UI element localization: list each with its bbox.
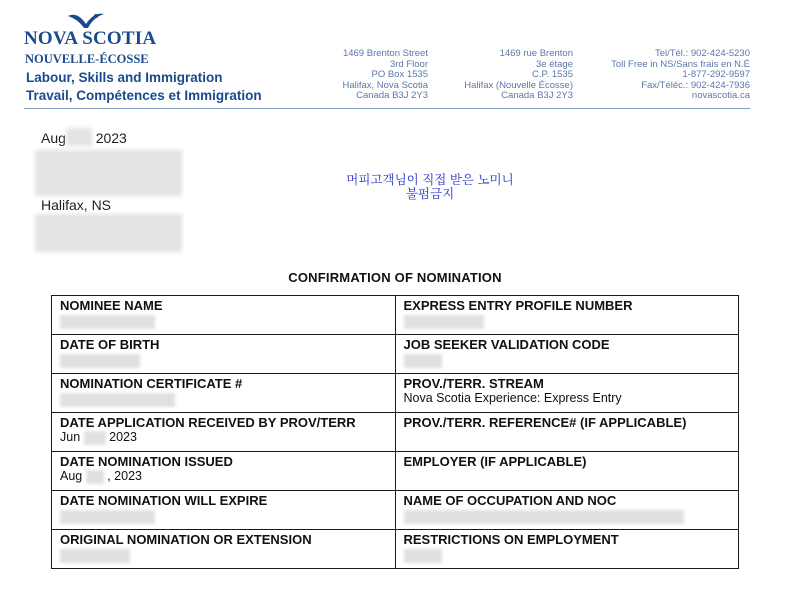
redaction xyxy=(66,128,92,146)
date-of-birth-cell: DATE OF BIRTH xyxy=(52,335,396,374)
date-nomination-issued-cell: DATE NOMINATION ISSUED Aug , 2023 xyxy=(52,452,396,491)
express-entry-profile-cell: EXPRESS ENTRY PROFILE NUMBER xyxy=(395,296,739,335)
contact-info: Tel/Tél.: 902-424-5230 Toll Free in NS/Sans frais en N.É 1-877-292-9597 Fax/Téléc.: 902-424-7936 novascotia.ca xyxy=(611,48,750,101)
letter-date: Aug 2023 xyxy=(41,130,127,146)
redaction xyxy=(404,549,442,563)
redaction xyxy=(404,510,684,524)
redaction xyxy=(35,150,182,196)
redaction xyxy=(60,315,155,329)
redaction xyxy=(60,354,140,368)
occupation-noc-cell: NAME OF OCCUPATION AND NOC xyxy=(395,491,739,530)
table-row xyxy=(52,374,739,413)
address-french: 1469 rue Brenton 3e étage C.P. 1535 Halifax (Nouvelle Écosse) Canada B3J 2Y3 xyxy=(464,48,573,101)
letterhead-divider xyxy=(24,108,750,109)
table-row xyxy=(52,530,739,569)
department-name-fr: Travail, Compétences et Immigration xyxy=(26,88,262,103)
logo-wordmark: NOVA SCOTIA xyxy=(24,28,157,49)
document-title: CONFIRMATION OF NOMINATION xyxy=(288,270,502,285)
address-english: 1469 Brenton Street 3rd Floor PO Box 1535 Halifax, Nova Scotia Canada B3J 2Y3 xyxy=(342,48,428,101)
table-row xyxy=(52,491,739,530)
redaction xyxy=(404,354,442,368)
department-name-en: Labour, Skills and Immigration xyxy=(26,70,223,85)
letter-city: Halifax, NS xyxy=(41,197,112,213)
nova-scotia-logo xyxy=(24,12,157,66)
reference-number-cell: PROV./TERR. REFERENCE# (IF APPLICABLE) xyxy=(395,413,739,452)
redaction xyxy=(60,549,130,563)
table-row xyxy=(52,296,739,335)
stream-cell: PROV./TERR. STREAM Nova Scotia Experience: Express Entry xyxy=(395,374,739,413)
stream-value: Nova Scotia Experience: Express Entry xyxy=(403,391,622,405)
table-row xyxy=(52,413,739,452)
table-row xyxy=(52,335,739,374)
date-application-received-cell: DATE APPLICATION RECEIVED BY PROV/TERR Jun 2023 xyxy=(52,413,396,452)
redaction xyxy=(60,510,155,524)
nomination-certificate-cell: NOMINATION CERTIFICATE # xyxy=(52,374,396,413)
job-seeker-code-cell: JOB SEEKER VALIDATION CODE xyxy=(395,335,739,374)
watermark-text: 머피고객님이 직접 받은 노미니 xyxy=(346,173,514,187)
employer-cell: EMPLOYER (IF APPLICABLE) xyxy=(395,452,739,491)
redaction xyxy=(84,431,106,445)
redaction xyxy=(60,393,175,407)
watermark-text-2: 불펌금지 xyxy=(405,187,455,201)
original-or-extension-cell: ORIGINAL NOMINATION OR EXTENSION xyxy=(52,530,396,569)
date-nomination-expire-cell: DATE NOMINATION WILL EXPIRE xyxy=(52,491,396,530)
table-row xyxy=(52,452,739,491)
redaction xyxy=(35,214,182,252)
nomination-table xyxy=(51,295,739,569)
redaction xyxy=(404,315,484,329)
restrictions-cell: RESTRICTIONS ON EMPLOYMENT xyxy=(395,530,739,569)
logo-wordmark-fr: NOUVELLE-ÉCOSSE xyxy=(25,52,149,66)
nominee-name-cell: NOMINEE NAME xyxy=(52,296,396,335)
redaction xyxy=(86,470,104,484)
